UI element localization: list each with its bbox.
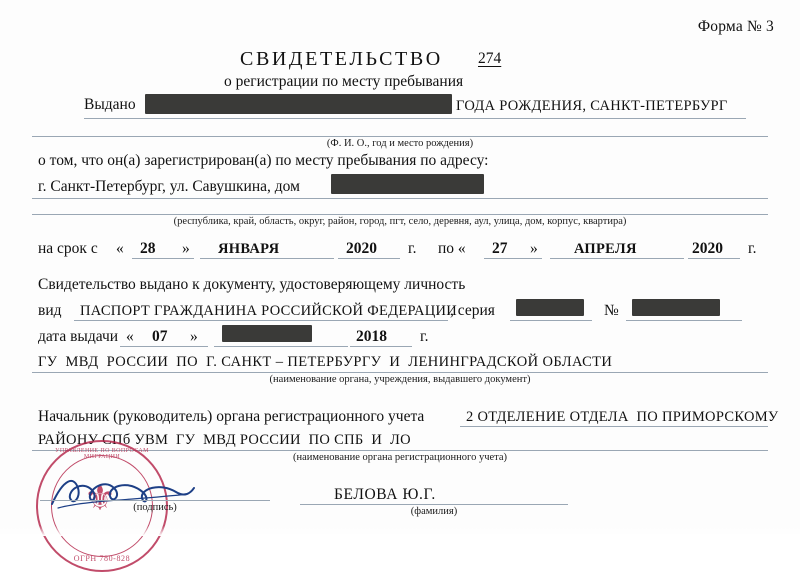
address-hint: (республика, край, область, округ, район, город, пгт, село, деревня, аул, улица, дом, корпус, квартира) (173, 216, 627, 227)
stamp-bottom-text: ОГРН 780-828 (73, 554, 131, 563)
signature-rule (40, 500, 270, 501)
term-from-year-rule (338, 258, 400, 259)
identity-number-redaction (632, 299, 720, 316)
chief-surname: БЕЛОВА Ю.Г. (334, 486, 436, 503)
chief-office-hint: (наименование органа регистрационного учета) (292, 452, 508, 463)
page-bottom-fade (0, 526, 800, 536)
identity-type-rule (74, 320, 448, 321)
address-redaction (331, 174, 484, 194)
registered-line: о том, что он(а) зарегистрирован(а) по месту пребывания по адресу: (38, 152, 489, 169)
identity-issue-month-rule (214, 346, 348, 347)
issued-to-suffix: ГОДА РОЖДЕНИЯ, САНКТ-ПЕТЕРБУРГ (456, 98, 728, 114)
address-rule-2 (32, 214, 768, 215)
identity-issue-date-label: дата выдачи (38, 328, 119, 345)
chief-office-rule-1 (460, 426, 768, 427)
identity-type-value: ПАСПОРТ ГРАЖДАНИНА РОССИЙСКОЙ ФЕДЕРАЦИИ (80, 303, 458, 319)
term-prefix: на срок с (38, 240, 98, 257)
identity-number-rule (626, 320, 742, 321)
identity-issue-quote-close: » (190, 328, 198, 345)
identity-series-rule (510, 320, 592, 321)
term-from-year-abbr: г. (408, 240, 417, 257)
identity-issue-year: 2018 (356, 328, 387, 345)
address-rule-1 (32, 198, 768, 199)
form-number: Форма № 3 (697, 18, 774, 35)
chief-office-line1: 2 ОТДЕЛЕНИЕ ОТДЕЛА ПО ПРИМОРСКОМУ (466, 409, 779, 425)
identity-intro: Свидетельство выдано к документу, удостоверяющему личность (38, 276, 466, 293)
term-from-day: 28 (140, 240, 156, 257)
identity-issue-quote-open: « (126, 328, 134, 345)
page-subtitle: о регистрации по месту пребывания (224, 73, 464, 90)
term-from-day-rule (132, 258, 194, 259)
identity-issue-month-redaction (222, 325, 312, 342)
certificate-number: 274 (478, 50, 502, 67)
identity-number-label: № (604, 302, 619, 319)
chief-office-line2: РАЙОНУ СПб УВМ ГУ МВД РОССИИ ПО СПБ И ЛО (38, 432, 411, 448)
issued-to-rule (84, 118, 746, 119)
term-to-quote-close: » (530, 240, 538, 257)
term-from-month: ЯНВАРЯ (218, 241, 280, 257)
term-to-day-rule (484, 258, 542, 259)
signature-hint: (подпись) (133, 502, 177, 513)
identity-issue-day: 07 (152, 328, 168, 345)
term-to-month: АПРЕЛЯ (574, 241, 637, 257)
term-to-day: 27 (492, 240, 508, 257)
identity-issue-day-rule (120, 346, 208, 347)
page-title: СВИДЕТЕЛЬСТВО (240, 48, 443, 70)
identity-series-label: , серия (450, 302, 495, 319)
identity-authority-rule (32, 372, 768, 373)
issued-to-label: Выдано (84, 96, 136, 113)
term-quote-open: « (116, 240, 124, 257)
fio-hint: (Ф. И. О., год и место рождения) (326, 138, 474, 149)
surname-hint: (фамилия) (410, 506, 458, 517)
term-to-year-abbr: г. (748, 240, 757, 257)
chief-label: Начальник (руководитель) органа регистрационного учета (38, 408, 425, 425)
address-value: г. Санкт-Петербург, ул. Савушкина, дом (38, 178, 300, 195)
term-from-year: 2020 (346, 240, 377, 257)
term-to-month-rule (550, 258, 684, 259)
coat-of-arms-icon: ⚜ (83, 478, 117, 518)
term-to-year-rule (688, 258, 740, 259)
identity-issue-year-rule (350, 346, 412, 347)
issued-to-redaction (145, 94, 452, 114)
stamp-top-text: УПРАВЛЕНИЕ ПО ВОПРОСАМ МИГРАЦИИ (55, 448, 149, 460)
term-quote-close: » (182, 240, 190, 257)
fio-rule (32, 136, 768, 137)
term-to-prefix: по « (438, 240, 466, 257)
surname-rule (300, 504, 568, 505)
identity-series-redaction (516, 299, 584, 316)
identity-authority-hint: (наименование органа, учреждения, выдавшего документ) (269, 374, 531, 385)
identity-issue-year-abbr: г. (420, 328, 429, 345)
identity-type-label: вид (38, 302, 62, 319)
identity-authority: ГУ МВД РОССИИ ПО Г. САНКТ – ПЕТЕРБУРГУ И ЛЕНИНГРАДСКОЙ ОБЛАСТИ (38, 354, 613, 370)
term-to-year: 2020 (692, 240, 723, 257)
term-from-month-rule (200, 258, 334, 259)
